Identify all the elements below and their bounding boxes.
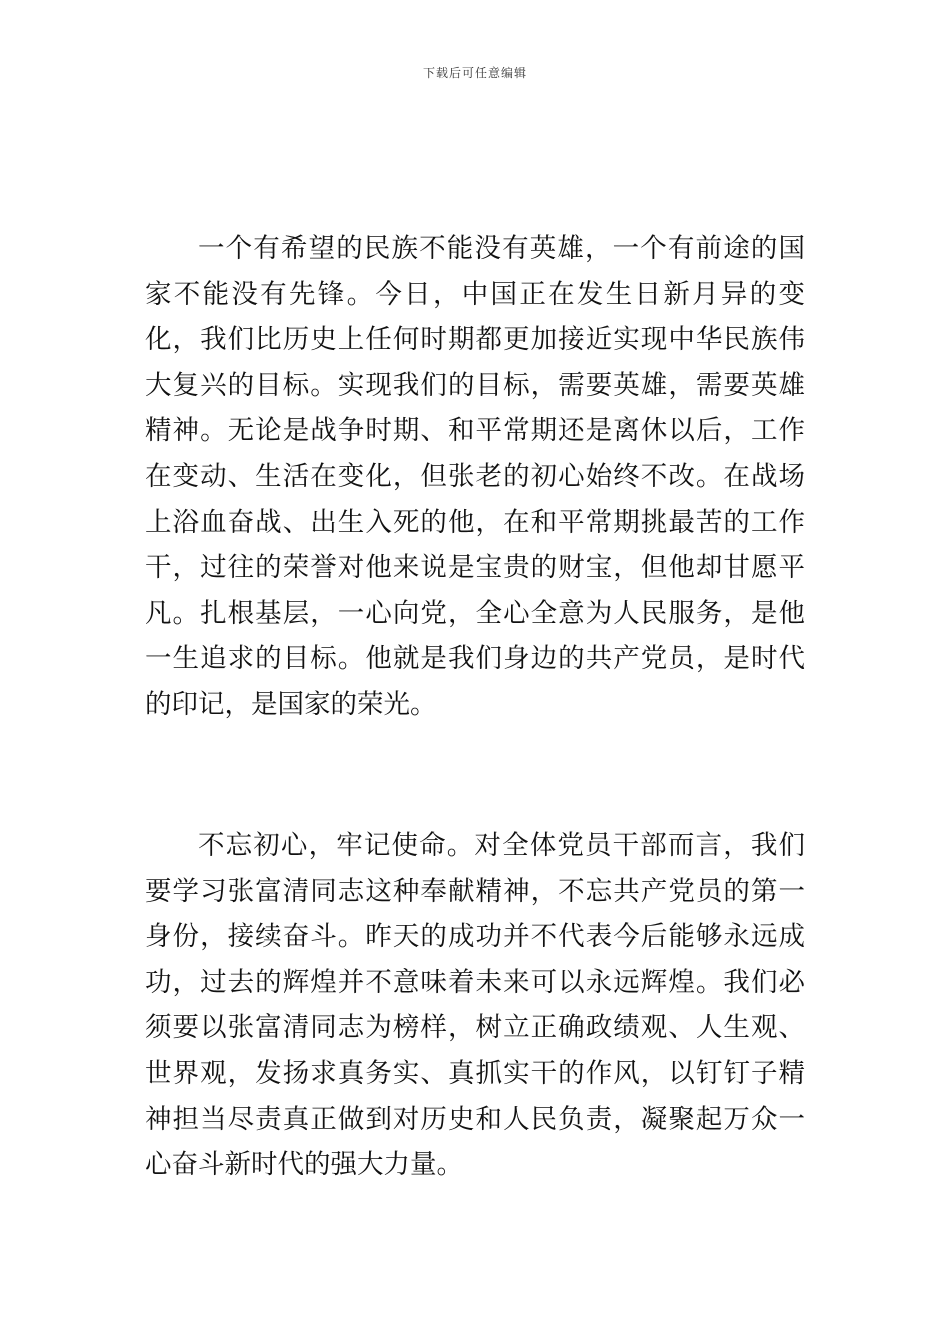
page-header: 下载后可任意编辑 <box>422 66 527 80</box>
body-paragraph-2: 不忘初心，牢记使命。对全体党员干部而言，我们要学习张富清同志这种奉献精神，不忘共产党员的第一身份，接续奋斗。昨天的成功并不代表今后能够永远成功，过去的辉煌并不意味着未来可以永远辉煌。我们必须要以张富清同志为榜样，树立正确政绩观、人生观、世界观，发扬求真务实、真抓实干的作风，以钉钉子精神担当尽责真正做到对历史和人民负责，凝聚起万众一心奋斗新时代的强大力量。 <box>145 830 805 1181</box>
body-paragraph-1: 一个有希望的民族不能没有英雄，一个有前途的国家不能没有先锋。今日，中国正在发生日新月异的变化，我们比历史上任何时期都更加接近实现中华民族伟大复兴的目标。实现我们的目标，需要英雄，需要英雄精神。无论是战争时期、和平常期还是离休以后，工作在变动、生活在变化，但张老的初心始终不改。在战场上浴血奋战、出生入死的他，在和平常期挑最苦的工作干，过往的荣誉对他来说是宝贵的财宝，但他却甘愿平凡。扎根基层，一心向党，全心全意为人民服务，是他一生追求的目标。他就是我们身边的共产党员，是时代的印记，是国家的荣光。 <box>145 233 805 720</box>
